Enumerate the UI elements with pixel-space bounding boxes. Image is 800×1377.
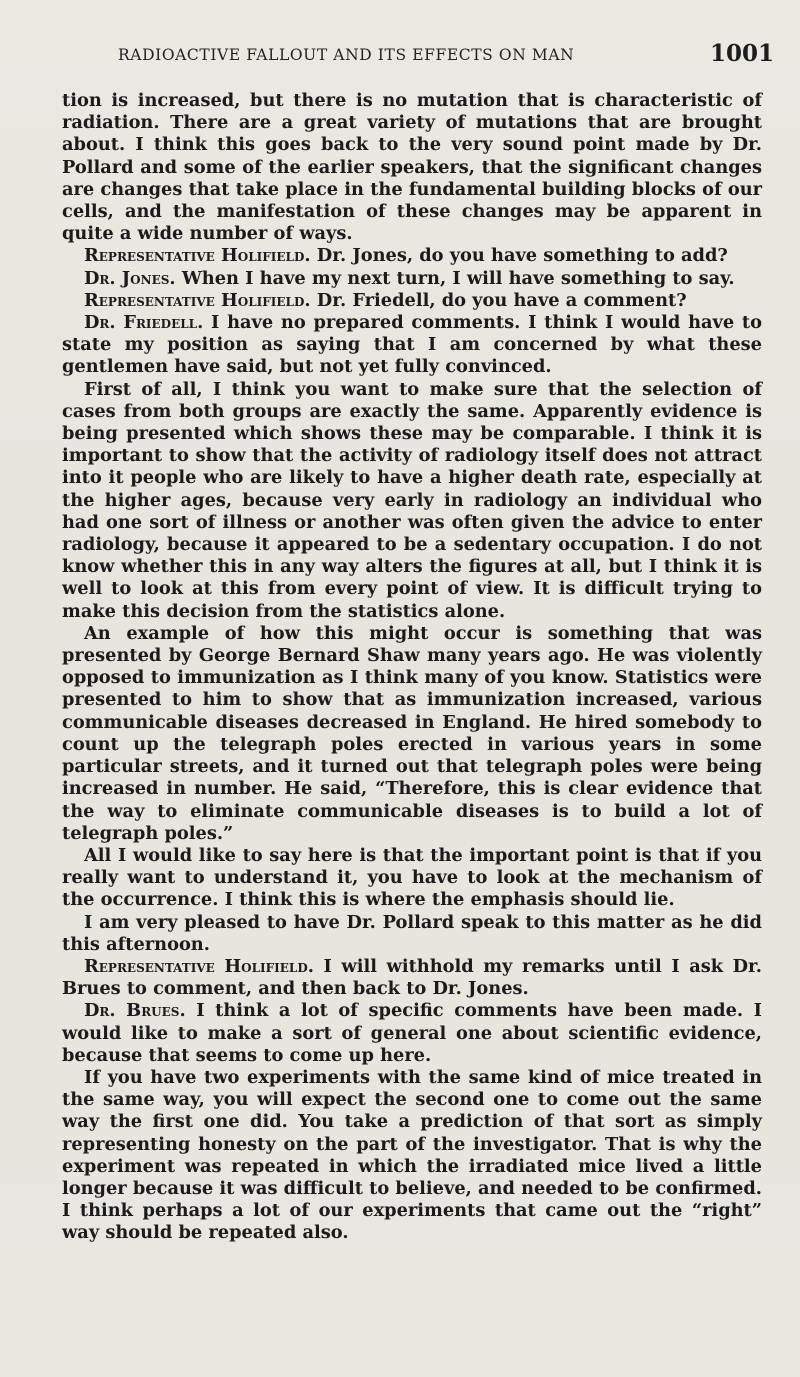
- paragraph-text: If you have two experiments with the same kind of mice treated in the same way, you will expect the second one to come out the same way the first one did. You take a prediction of that sort as simply representing honesty on the part of the investigator. That is why the experiment was repeated in which the irradiated mice lived a little longer because it was difficult to believe, and needed to be confirmed. I think perhaps a lot of our experiments that came out the “right” way should be repeated also.: [62, 1066, 762, 1244]
- paragraph-text: An example of how this might occur is something that was presented by George Bernard Shaw many years ago. He was violently opposed to immunization as I think many of you know. Statistics were presented to him to show that as immunization increased, various communicable diseases decreased in England. He hired somebody to count up the telegraph poles erected in various years in some particular streets, and it turned out that telegraph poles were being increased in number. He said, “Therefore, this is clear evidence that the way to eliminate communicable diseases is to build a lot of telegraph poles.”: [62, 622, 762, 844]
- paragraph-text: All I would like to say here is that the important point is that if you really want to understand it, you have to look at the mechanism of the occurrence. I think this is where the emphasis should lie.: [62, 844, 762, 911]
- paragraph-text: Dr. Jones, do you have something to add?: [310, 245, 728, 267]
- speaker-name: Dr. Jones.: [84, 267, 176, 289]
- running-title: RADIOACTIVE FALLOUT AND ITS EFFECTS ON MAN: [118, 46, 575, 64]
- paragraph-text: I will withhold my remarks until I ask Dr. Brues to comment, and then back to Dr. Jones.: [62, 955, 762, 1000]
- paragraph-11: [62, 1000, 762, 1067]
- page-number: 1001: [710, 40, 775, 67]
- paragraph-12: [62, 1067, 762, 1245]
- paragraph-text: I have no prepared comments. I think I would have to state my position as saying that I am concerned by what these gentlemen have said, but not yet fully convinced.: [62, 312, 762, 378]
- paragraph-6: [62, 379, 762, 623]
- paragraph-1: [62, 90, 762, 245]
- paragraph-text: First of all, I think you want to make sure that the selection of cases from both groups are exactly the same. Apparently evidence is being presented which shows these may be comparable. I think it is important to show that the activity of radiology itself does not attract into it people who are likely to have a higher death rate, especially at the higher ages, because very early in radiology an individual who had one sort of illness or another was often given the advice to enter radiology, because it appeared to be a sedentary occupation. I do not know whether this in any way alters the figures at all, but I think it is well to look at this from every point of view. It is difficult trying to make this decision from the statistics alone.: [62, 378, 762, 622]
- paragraph-2: [62, 245, 762, 267]
- speaker-name: Representative Holifield.: [84, 955, 314, 977]
- paragraph-10: [62, 956, 762, 1000]
- paragraph-4: [62, 290, 762, 312]
- paragraph-text: Dr. Friedell, do you have a comment?: [310, 289, 687, 311]
- paragraph-5: [62, 312, 762, 379]
- paragraph-text: When I have my next turn, I will have something to say.: [175, 267, 735, 289]
- paragraph-text: tion is increased, but there is no mutation that is characteristic of radiation. There are a great variety of mutations that are brought about. I think this goes back to the very sound point made by Dr. Pollard and some of the earlier speakers, that the significant changes are changes that take place in the fundamental building blocks of our cells, and the manifestation of these changes may be apparent in quite a wide number of ways.: [62, 90, 762, 245]
- paragraph-8: [62, 845, 762, 912]
- paragraph-7: [62, 623, 762, 845]
- speaker-name: Dr. Brues.: [84, 1000, 186, 1022]
- paragraph-9: [62, 912, 762, 956]
- paragraph-text: I am very pleased to have Dr. Pollard speak to this matter as he did this afternoon.: [62, 911, 762, 955]
- speaker-name: Dr. Friedell.: [84, 312, 204, 334]
- paragraph-3: [62, 268, 762, 290]
- text-body: [62, 90, 762, 1245]
- speaker-name: Representative Holifield.: [84, 289, 311, 311]
- paragraph-text: I think a lot of specific comments have been made. I would like to make a sort of general one about scientific evidence, because that seems to come up here.: [62, 1000, 762, 1066]
- speaker-name: Representative Holifield.: [84, 245, 311, 267]
